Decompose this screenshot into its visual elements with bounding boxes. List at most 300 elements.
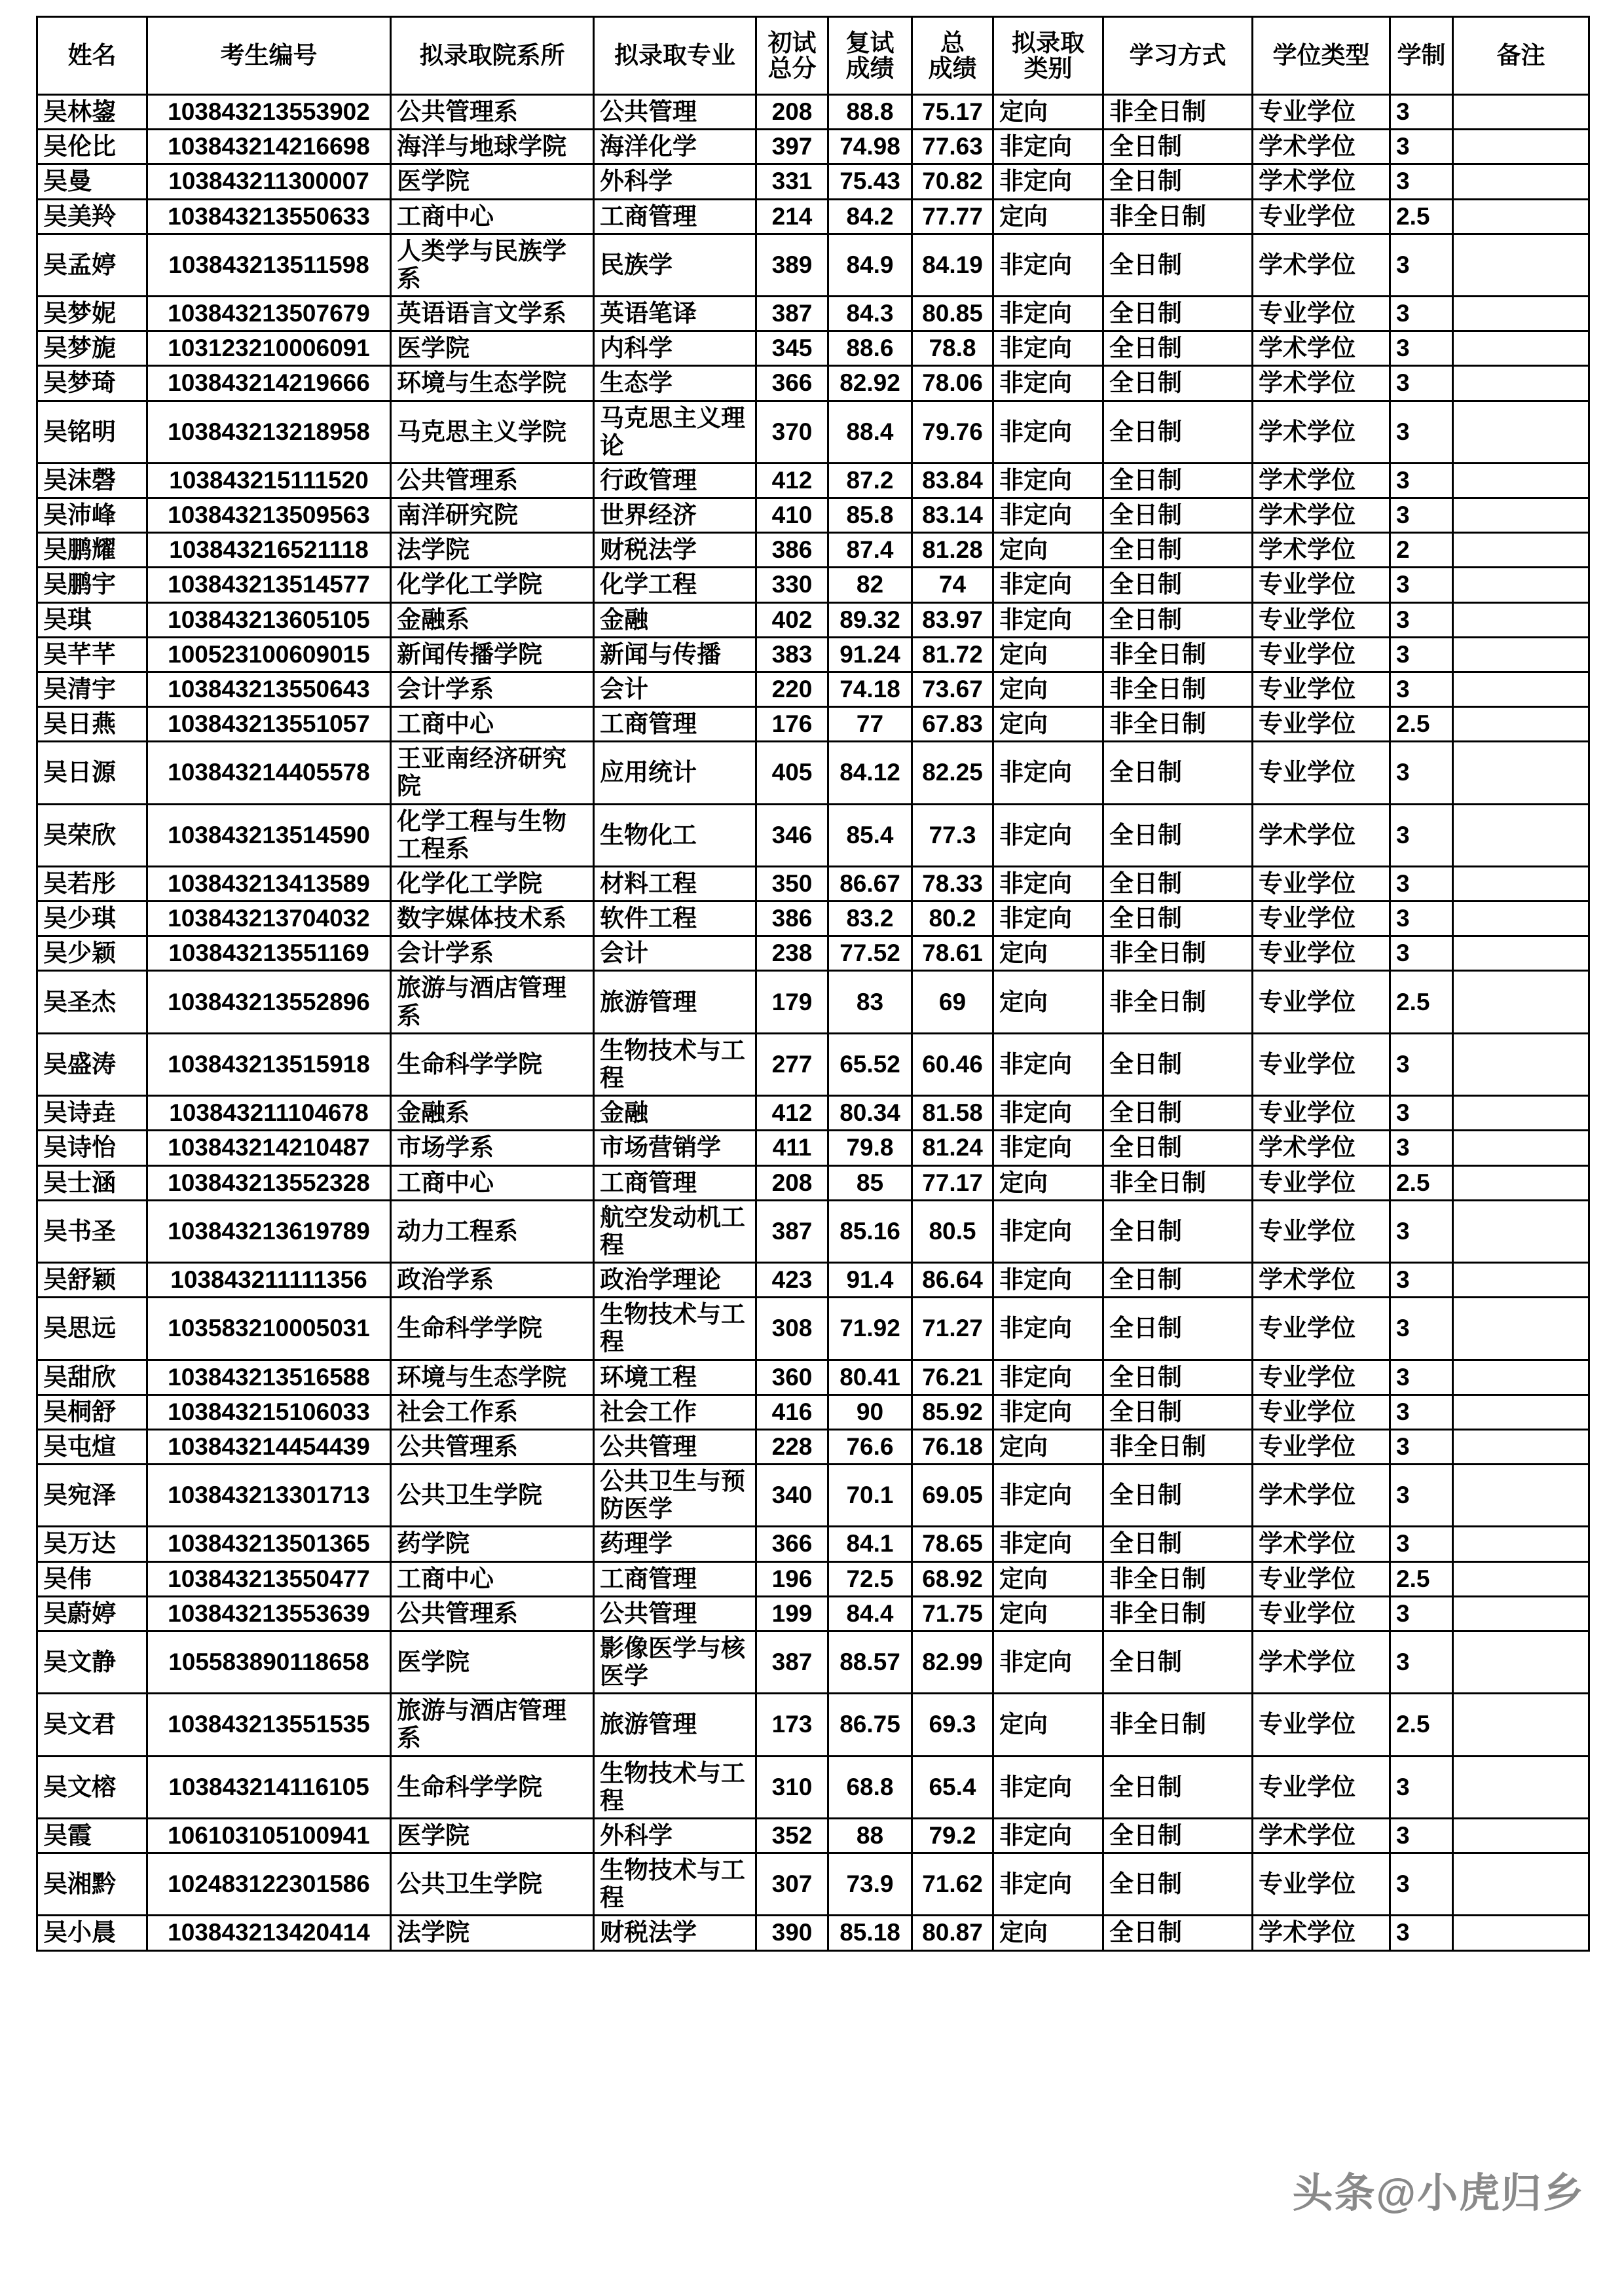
cell-degree-type: 学术学位 xyxy=(1253,1527,1390,1561)
cell-major: 内科学 xyxy=(594,331,756,366)
cell-retest-score: 84.4 xyxy=(828,1596,912,1631)
cell-duration: 3 xyxy=(1390,95,1453,130)
cell-name: 吴桐舒 xyxy=(37,1394,147,1429)
cell-college: 医学院 xyxy=(391,1818,594,1853)
cell-remark xyxy=(1453,1096,1589,1131)
cell-total-score: 69 xyxy=(912,971,993,1033)
cell-study-mode: 全日制 xyxy=(1103,463,1253,498)
cell-name: 吴林鋆 xyxy=(37,95,147,130)
cell-study-mode: 全日制 xyxy=(1103,1033,1253,1095)
cell-duration: 3 xyxy=(1390,1596,1453,1631)
cell-candidate-id: 103843213550643 xyxy=(147,672,391,706)
cell-duration: 2.5 xyxy=(1390,1561,1453,1596)
cell-remark xyxy=(1453,804,1589,866)
cell-candidate-id: 103843213413589 xyxy=(147,866,391,901)
cell-major: 工商管理 xyxy=(594,707,756,742)
table-row xyxy=(37,971,1589,1033)
cell-remark xyxy=(1453,1033,1589,1095)
cell-duration: 3 xyxy=(1390,1131,1453,1165)
cell-preliminary-score: 199 xyxy=(756,1596,828,1631)
table-row xyxy=(37,936,1589,971)
cell-admission-category: 非定向 xyxy=(993,130,1103,164)
cell-total-score: 60.46 xyxy=(912,1033,993,1095)
cell-total-score: 82.25 xyxy=(912,742,993,804)
cell-name: 吴美羚 xyxy=(37,199,147,234)
cell-admission-category: 定向 xyxy=(993,1694,1103,1756)
cell-retest-score: 76.6 xyxy=(828,1429,912,1464)
cell-duration: 3 xyxy=(1390,1096,1453,1131)
cell-admission-category: 定向 xyxy=(993,936,1103,971)
cell-college: 公共管理系 xyxy=(391,95,594,130)
cell-study-mode: 非全日制 xyxy=(1103,971,1253,1033)
cell-candidate-id: 103843213218958 xyxy=(147,401,391,463)
cell-preliminary-score: 208 xyxy=(756,95,828,130)
cell-remark xyxy=(1453,971,1589,1033)
cell-major: 外科学 xyxy=(594,1818,756,1853)
table-row xyxy=(37,866,1589,901)
cell-admission-category: 非定向 xyxy=(993,1818,1103,1853)
cell-major: 生物技术与工程 xyxy=(594,1756,756,1818)
cell-name: 吴思远 xyxy=(37,1298,147,1360)
cell-duration: 3 xyxy=(1390,1429,1453,1464)
cell-retest-score: 87.2 xyxy=(828,463,912,498)
cell-name: 吴铭明 xyxy=(37,401,147,463)
cell-retest-score: 77 xyxy=(828,707,912,742)
cell-major: 民族学 xyxy=(594,234,756,296)
cell-degree-type: 专业学位 xyxy=(1253,637,1390,672)
table-row xyxy=(37,1818,1589,1853)
cell-duration: 3 xyxy=(1390,1394,1453,1429)
cell-admission-category: 非定向 xyxy=(993,1394,1103,1429)
cell-candidate-id: 100523100609015 xyxy=(147,637,391,672)
cell-retest-score: 91.4 xyxy=(828,1263,912,1298)
cell-college: 会计学系 xyxy=(391,672,594,706)
cell-major: 外科学 xyxy=(594,164,756,199)
cell-name: 吴少颖 xyxy=(37,936,147,971)
cell-name: 吴梦旎 xyxy=(37,331,147,366)
cell-admission-category: 非定向 xyxy=(993,1263,1103,1298)
cell-college: 旅游与酒店管理系 xyxy=(391,1694,594,1756)
cell-total-score: 71.27 xyxy=(912,1298,993,1360)
cell-college: 生命科学学院 xyxy=(391,1033,594,1095)
cell-study-mode: 全日制 xyxy=(1103,1263,1253,1298)
cell-college: 生命科学学院 xyxy=(391,1756,594,1818)
table-row xyxy=(37,1033,1589,1095)
header-line-2: 类别 xyxy=(1024,55,1073,82)
cell-duration: 3 xyxy=(1390,1033,1453,1095)
cell-study-mode: 非全日制 xyxy=(1103,637,1253,672)
cell-degree-type: 专业学位 xyxy=(1253,672,1390,706)
cell-admission-category: 非定向 xyxy=(993,401,1103,463)
column-header-name: 姓名 xyxy=(37,17,147,95)
cell-study-mode: 全日制 xyxy=(1103,742,1253,804)
cell-retest-score: 85.4 xyxy=(828,804,912,866)
column-header-preliminary-score xyxy=(756,17,828,95)
cell-duration: 3 xyxy=(1390,936,1453,971)
cell-degree-type: 专业学位 xyxy=(1253,1033,1390,1095)
cell-retest-score: 83.2 xyxy=(828,902,912,936)
cell-admission-category: 非定向 xyxy=(993,1465,1103,1527)
cell-name: 吴舒颖 xyxy=(37,1263,147,1298)
cell-degree-type: 学术学位 xyxy=(1253,234,1390,296)
cell-remark xyxy=(1453,199,1589,234)
cell-retest-score: 68.8 xyxy=(828,1756,912,1818)
cell-degree-type: 学术学位 xyxy=(1253,804,1390,866)
cell-admission-category: 非定向 xyxy=(993,866,1103,901)
cell-study-mode: 全日制 xyxy=(1103,297,1253,331)
cell-preliminary-score: 387 xyxy=(756,1200,828,1262)
cell-remark xyxy=(1453,1916,1589,1950)
cell-total-score: 78.06 xyxy=(912,366,993,401)
cell-total-score: 77.17 xyxy=(912,1165,993,1200)
cell-study-mode: 非全日制 xyxy=(1103,1694,1253,1756)
cell-major: 化学工程 xyxy=(594,568,756,602)
cell-study-mode: 非全日制 xyxy=(1103,199,1253,234)
cell-name: 吴文君 xyxy=(37,1694,147,1756)
cell-total-score: 79.2 xyxy=(912,1818,993,1853)
cell-remark xyxy=(1453,602,1589,637)
cell-preliminary-score: 277 xyxy=(756,1033,828,1095)
admission-table-sheet xyxy=(36,16,1588,1952)
cell-college: 公共卫生学院 xyxy=(391,1853,594,1916)
cell-candidate-id: 103843215106033 xyxy=(147,1394,391,1429)
cell-major: 影像医学与核医学 xyxy=(594,1631,756,1693)
table-row xyxy=(37,902,1589,936)
cell-retest-score: 74.18 xyxy=(828,672,912,706)
cell-major: 生物技术与工程 xyxy=(594,1853,756,1916)
cell-retest-score: 85.16 xyxy=(828,1200,912,1262)
cell-admission-category: 非定向 xyxy=(993,1131,1103,1165)
cell-study-mode: 非全日制 xyxy=(1103,95,1253,130)
cell-study-mode: 非全日制 xyxy=(1103,936,1253,971)
cell-remark xyxy=(1453,1298,1589,1360)
cell-college: 会计学系 xyxy=(391,936,594,971)
cell-degree-type: 学术学位 xyxy=(1253,1818,1390,1853)
cell-preliminary-score: 330 xyxy=(756,568,828,602)
table-row xyxy=(37,1561,1589,1596)
header-line-1: 初试 xyxy=(767,29,817,56)
cell-remark xyxy=(1453,234,1589,296)
cell-total-score: 73.67 xyxy=(912,672,993,706)
table-row xyxy=(37,1131,1589,1165)
cell-remark xyxy=(1453,1263,1589,1298)
table-row xyxy=(37,1596,1589,1631)
cell-college: 马克思主义学院 xyxy=(391,401,594,463)
cell-candidate-id: 103843213509563 xyxy=(147,498,391,533)
cell-college: 医学院 xyxy=(391,164,594,199)
table-row xyxy=(37,1096,1589,1131)
cell-total-score: 83.84 xyxy=(912,463,993,498)
cell-college: 法学院 xyxy=(391,1916,594,1950)
cell-major: 财税法学 xyxy=(594,1916,756,1950)
cell-remark xyxy=(1453,707,1589,742)
cell-study-mode: 全日制 xyxy=(1103,1298,1253,1360)
cell-duration: 3 xyxy=(1390,1916,1453,1950)
cell-degree-type: 专业学位 xyxy=(1253,297,1390,331)
cell-remark xyxy=(1453,297,1589,331)
cell-remark xyxy=(1453,637,1589,672)
cell-remark xyxy=(1453,742,1589,804)
cell-duration: 3 xyxy=(1390,1298,1453,1360)
column-header-remark: 备注 xyxy=(1453,17,1589,95)
cell-major: 应用统计 xyxy=(594,742,756,804)
cell-degree-type: 学术学位 xyxy=(1253,1263,1390,1298)
cell-preliminary-score: 310 xyxy=(756,1756,828,1818)
admission-results-table xyxy=(36,16,1590,1952)
cell-study-mode: 全日制 xyxy=(1103,1465,1253,1527)
cell-college: 英语语言文学系 xyxy=(391,297,594,331)
table-row xyxy=(37,164,1589,199)
cell-duration: 3 xyxy=(1390,1853,1453,1916)
header-line-1: 复试 xyxy=(845,29,895,56)
table-row xyxy=(37,366,1589,401)
cell-name: 吴书圣 xyxy=(37,1200,147,1262)
cell-retest-score: 84.9 xyxy=(828,234,912,296)
cell-candidate-id: 103843216521118 xyxy=(147,533,391,568)
cell-degree-type: 专业学位 xyxy=(1253,1429,1390,1464)
cell-preliminary-score: 389 xyxy=(756,234,828,296)
cell-retest-score: 86.75 xyxy=(828,1694,912,1756)
cell-study-mode: 全日制 xyxy=(1103,1756,1253,1818)
cell-study-mode: 全日制 xyxy=(1103,130,1253,164)
cell-degree-type: 学术学位 xyxy=(1253,1465,1390,1527)
cell-preliminary-score: 196 xyxy=(756,1561,828,1596)
header-line-2: 总分 xyxy=(767,55,817,82)
table-row xyxy=(37,1394,1589,1429)
cell-study-mode: 全日制 xyxy=(1103,1394,1253,1429)
cell-major: 公共管理 xyxy=(594,1429,756,1464)
cell-college: 金融系 xyxy=(391,1096,594,1131)
cell-duration: 3 xyxy=(1390,866,1453,901)
cell-study-mode: 全日制 xyxy=(1103,401,1253,463)
cell-major: 生物技术与工程 xyxy=(594,1298,756,1360)
cell-degree-type: 专业学位 xyxy=(1253,95,1390,130)
table-row xyxy=(37,1165,1589,1200)
cell-admission-category: 定向 xyxy=(993,1561,1103,1596)
cell-preliminary-score: 345 xyxy=(756,331,828,366)
cell-candidate-id: 103843213551535 xyxy=(147,1694,391,1756)
cell-duration: 3 xyxy=(1390,1465,1453,1527)
cell-duration: 3 xyxy=(1390,637,1453,672)
cell-total-score: 85.92 xyxy=(912,1394,993,1429)
cell-admission-category: 定向 xyxy=(993,533,1103,568)
cell-duration: 3 xyxy=(1390,1263,1453,1298)
cell-study-mode: 全日制 xyxy=(1103,1631,1253,1693)
cell-total-score: 80.2 xyxy=(912,902,993,936)
cell-duration: 3 xyxy=(1390,1631,1453,1693)
cell-retest-score: 83 xyxy=(828,971,912,1033)
column-header-degree-type: 学位类型 xyxy=(1253,17,1390,95)
cell-admission-category: 定向 xyxy=(993,1429,1103,1464)
cell-preliminary-score: 405 xyxy=(756,742,828,804)
table-row xyxy=(37,401,1589,463)
cell-remark xyxy=(1453,164,1589,199)
cell-name: 吴伟 xyxy=(37,1561,147,1596)
cell-duration: 3 xyxy=(1390,1527,1453,1561)
table-row xyxy=(37,1200,1589,1262)
cell-total-score: 67.83 xyxy=(912,707,993,742)
cell-degree-type: 专业学位 xyxy=(1253,1561,1390,1596)
cell-college: 医学院 xyxy=(391,331,594,366)
cell-major: 生物技术与工程 xyxy=(594,1033,756,1095)
cell-degree-type: 专业学位 xyxy=(1253,1298,1390,1360)
table-row xyxy=(37,498,1589,533)
cell-retest-score: 73.9 xyxy=(828,1853,912,1916)
cell-admission-category: 非定向 xyxy=(993,1756,1103,1818)
cell-major: 英语笔译 xyxy=(594,297,756,331)
cell-degree-type: 学术学位 xyxy=(1253,1131,1390,1165)
cell-college: 生命科学学院 xyxy=(391,1298,594,1360)
cell-name: 吴鹏宇 xyxy=(37,568,147,602)
cell-degree-type: 专业学位 xyxy=(1253,742,1390,804)
cell-total-score: 77.3 xyxy=(912,804,993,866)
cell-remark xyxy=(1453,498,1589,533)
cell-candidate-id: 103843213605105 xyxy=(147,602,391,637)
table-row xyxy=(37,1263,1589,1298)
cell-total-score: 81.28 xyxy=(912,533,993,568)
cell-preliminary-score: 416 xyxy=(756,1394,828,1429)
cell-candidate-id: 103843213420414 xyxy=(147,1916,391,1950)
cell-candidate-id: 103843213550477 xyxy=(147,1561,391,1596)
table-row xyxy=(37,1429,1589,1464)
cell-preliminary-score: 360 xyxy=(756,1360,828,1394)
cell-candidate-id: 105583890118658 xyxy=(147,1631,391,1693)
cell-major: 公共卫生与预防医学 xyxy=(594,1465,756,1527)
cell-name: 吴湘黔 xyxy=(37,1853,147,1916)
cell-total-score: 76.21 xyxy=(912,1360,993,1394)
cell-admission-category: 定向 xyxy=(993,707,1103,742)
cell-total-score: 78.65 xyxy=(912,1527,993,1561)
cell-candidate-id: 103843213550633 xyxy=(147,199,391,234)
cell-study-mode: 非全日制 xyxy=(1103,1561,1253,1596)
cell-major: 市场营销学 xyxy=(594,1131,756,1165)
cell-retest-score: 82 xyxy=(828,568,912,602)
cell-admission-category: 非定向 xyxy=(993,1360,1103,1394)
cell-remark xyxy=(1453,1694,1589,1756)
cell-admission-category: 定向 xyxy=(993,1916,1103,1950)
cell-study-mode: 非全日制 xyxy=(1103,1429,1253,1464)
cell-retest-score: 80.34 xyxy=(828,1096,912,1131)
cell-name: 吴荣欣 xyxy=(37,804,147,866)
cell-retest-score: 65.52 xyxy=(828,1033,912,1095)
cell-name: 吴盛涛 xyxy=(37,1033,147,1095)
cell-name: 吴蔚婷 xyxy=(37,1596,147,1631)
cell-college: 公共卫生学院 xyxy=(391,1465,594,1527)
cell-candidate-id: 103843211104678 xyxy=(147,1096,391,1131)
cell-admission-category: 非定向 xyxy=(993,568,1103,602)
cell-total-score: 80.85 xyxy=(912,297,993,331)
cell-preliminary-score: 411 xyxy=(756,1131,828,1165)
cell-name: 吴琪 xyxy=(37,602,147,637)
cell-admission-category: 非定向 xyxy=(993,1631,1103,1693)
table-row xyxy=(37,199,1589,234)
cell-name: 吴伦比 xyxy=(37,130,147,164)
cell-candidate-id: 103843214219666 xyxy=(147,366,391,401)
cell-total-score: 82.99 xyxy=(912,1631,993,1693)
cell-college: 新闻传播学院 xyxy=(391,637,594,672)
cell-remark xyxy=(1453,902,1589,936)
cell-total-score: 78.33 xyxy=(912,866,993,901)
cell-name: 吴沫磬 xyxy=(37,463,147,498)
cell-total-score: 78.61 xyxy=(912,936,993,971)
cell-duration: 3 xyxy=(1390,331,1453,366)
cell-duration: 3 xyxy=(1390,672,1453,706)
cell-major: 旅游管理 xyxy=(594,1694,756,1756)
cell-name: 吴日源 xyxy=(37,742,147,804)
cell-duration: 3 xyxy=(1390,902,1453,936)
cell-candidate-id: 103843211300007 xyxy=(147,164,391,199)
cell-admission-category: 非定向 xyxy=(993,498,1103,533)
cell-admission-category: 非定向 xyxy=(993,366,1103,401)
table-row xyxy=(37,568,1589,602)
cell-degree-type: 专业学位 xyxy=(1253,902,1390,936)
cell-retest-score: 90 xyxy=(828,1394,912,1429)
cell-degree-type: 学术学位 xyxy=(1253,463,1390,498)
table-row xyxy=(37,130,1589,164)
cell-candidate-id: 103843213501365 xyxy=(147,1527,391,1561)
cell-retest-score: 84.3 xyxy=(828,297,912,331)
table-row xyxy=(37,463,1589,498)
cell-preliminary-score: 346 xyxy=(756,804,828,866)
cell-remark xyxy=(1453,1527,1589,1561)
table-row xyxy=(37,1360,1589,1394)
cell-study-mode: 全日制 xyxy=(1103,568,1253,602)
cell-admission-category: 定向 xyxy=(993,971,1103,1033)
table-row xyxy=(37,533,1589,568)
cell-admission-category: 定向 xyxy=(993,95,1103,130)
cell-major: 金融 xyxy=(594,602,756,637)
cell-retest-score: 79.8 xyxy=(828,1131,912,1165)
cell-name: 吴诗怡 xyxy=(37,1131,147,1165)
cell-retest-score: 85.18 xyxy=(828,1916,912,1950)
cell-admission-category: 定向 xyxy=(993,199,1103,234)
cell-remark xyxy=(1453,1465,1589,1527)
cell-admission-category: 定向 xyxy=(993,637,1103,672)
cell-total-score: 70.82 xyxy=(912,164,993,199)
cell-major: 材料工程 xyxy=(594,866,756,901)
cell-total-score: 75.17 xyxy=(912,95,993,130)
cell-total-score: 71.62 xyxy=(912,1853,993,1916)
cell-college: 工商中心 xyxy=(391,1165,594,1200)
cell-duration: 3 xyxy=(1390,568,1453,602)
cell-major: 公共管理 xyxy=(594,1596,756,1631)
cell-major: 生态学 xyxy=(594,366,756,401)
cell-college: 南洋研究院 xyxy=(391,498,594,533)
cell-preliminary-score: 390 xyxy=(756,1916,828,1950)
cell-total-score: 84.19 xyxy=(912,234,993,296)
cell-admission-category: 非定向 xyxy=(993,1853,1103,1916)
cell-preliminary-score: 176 xyxy=(756,707,828,742)
cell-name: 吴梦琦 xyxy=(37,366,147,401)
cell-total-score: 77.63 xyxy=(912,130,993,164)
cell-study-mode: 全日制 xyxy=(1103,1096,1253,1131)
cell-name: 吴日燕 xyxy=(37,707,147,742)
cell-candidate-id: 103843213619789 xyxy=(147,1200,391,1262)
cell-college: 公共管理系 xyxy=(391,463,594,498)
cell-total-score: 76.18 xyxy=(912,1429,993,1464)
cell-name: 吴清宇 xyxy=(37,672,147,706)
cell-study-mode: 全日制 xyxy=(1103,1131,1253,1165)
cell-study-mode: 非全日制 xyxy=(1103,672,1253,706)
cell-study-mode: 全日制 xyxy=(1103,1818,1253,1853)
table-row xyxy=(37,707,1589,742)
cell-preliminary-score: 423 xyxy=(756,1263,828,1298)
cell-study-mode: 全日制 xyxy=(1103,1200,1253,1262)
cell-total-score: 74 xyxy=(912,568,993,602)
cell-major: 金融 xyxy=(594,1096,756,1131)
cell-admission-category: 非定向 xyxy=(993,297,1103,331)
cell-name: 吴万达 xyxy=(37,1527,147,1561)
